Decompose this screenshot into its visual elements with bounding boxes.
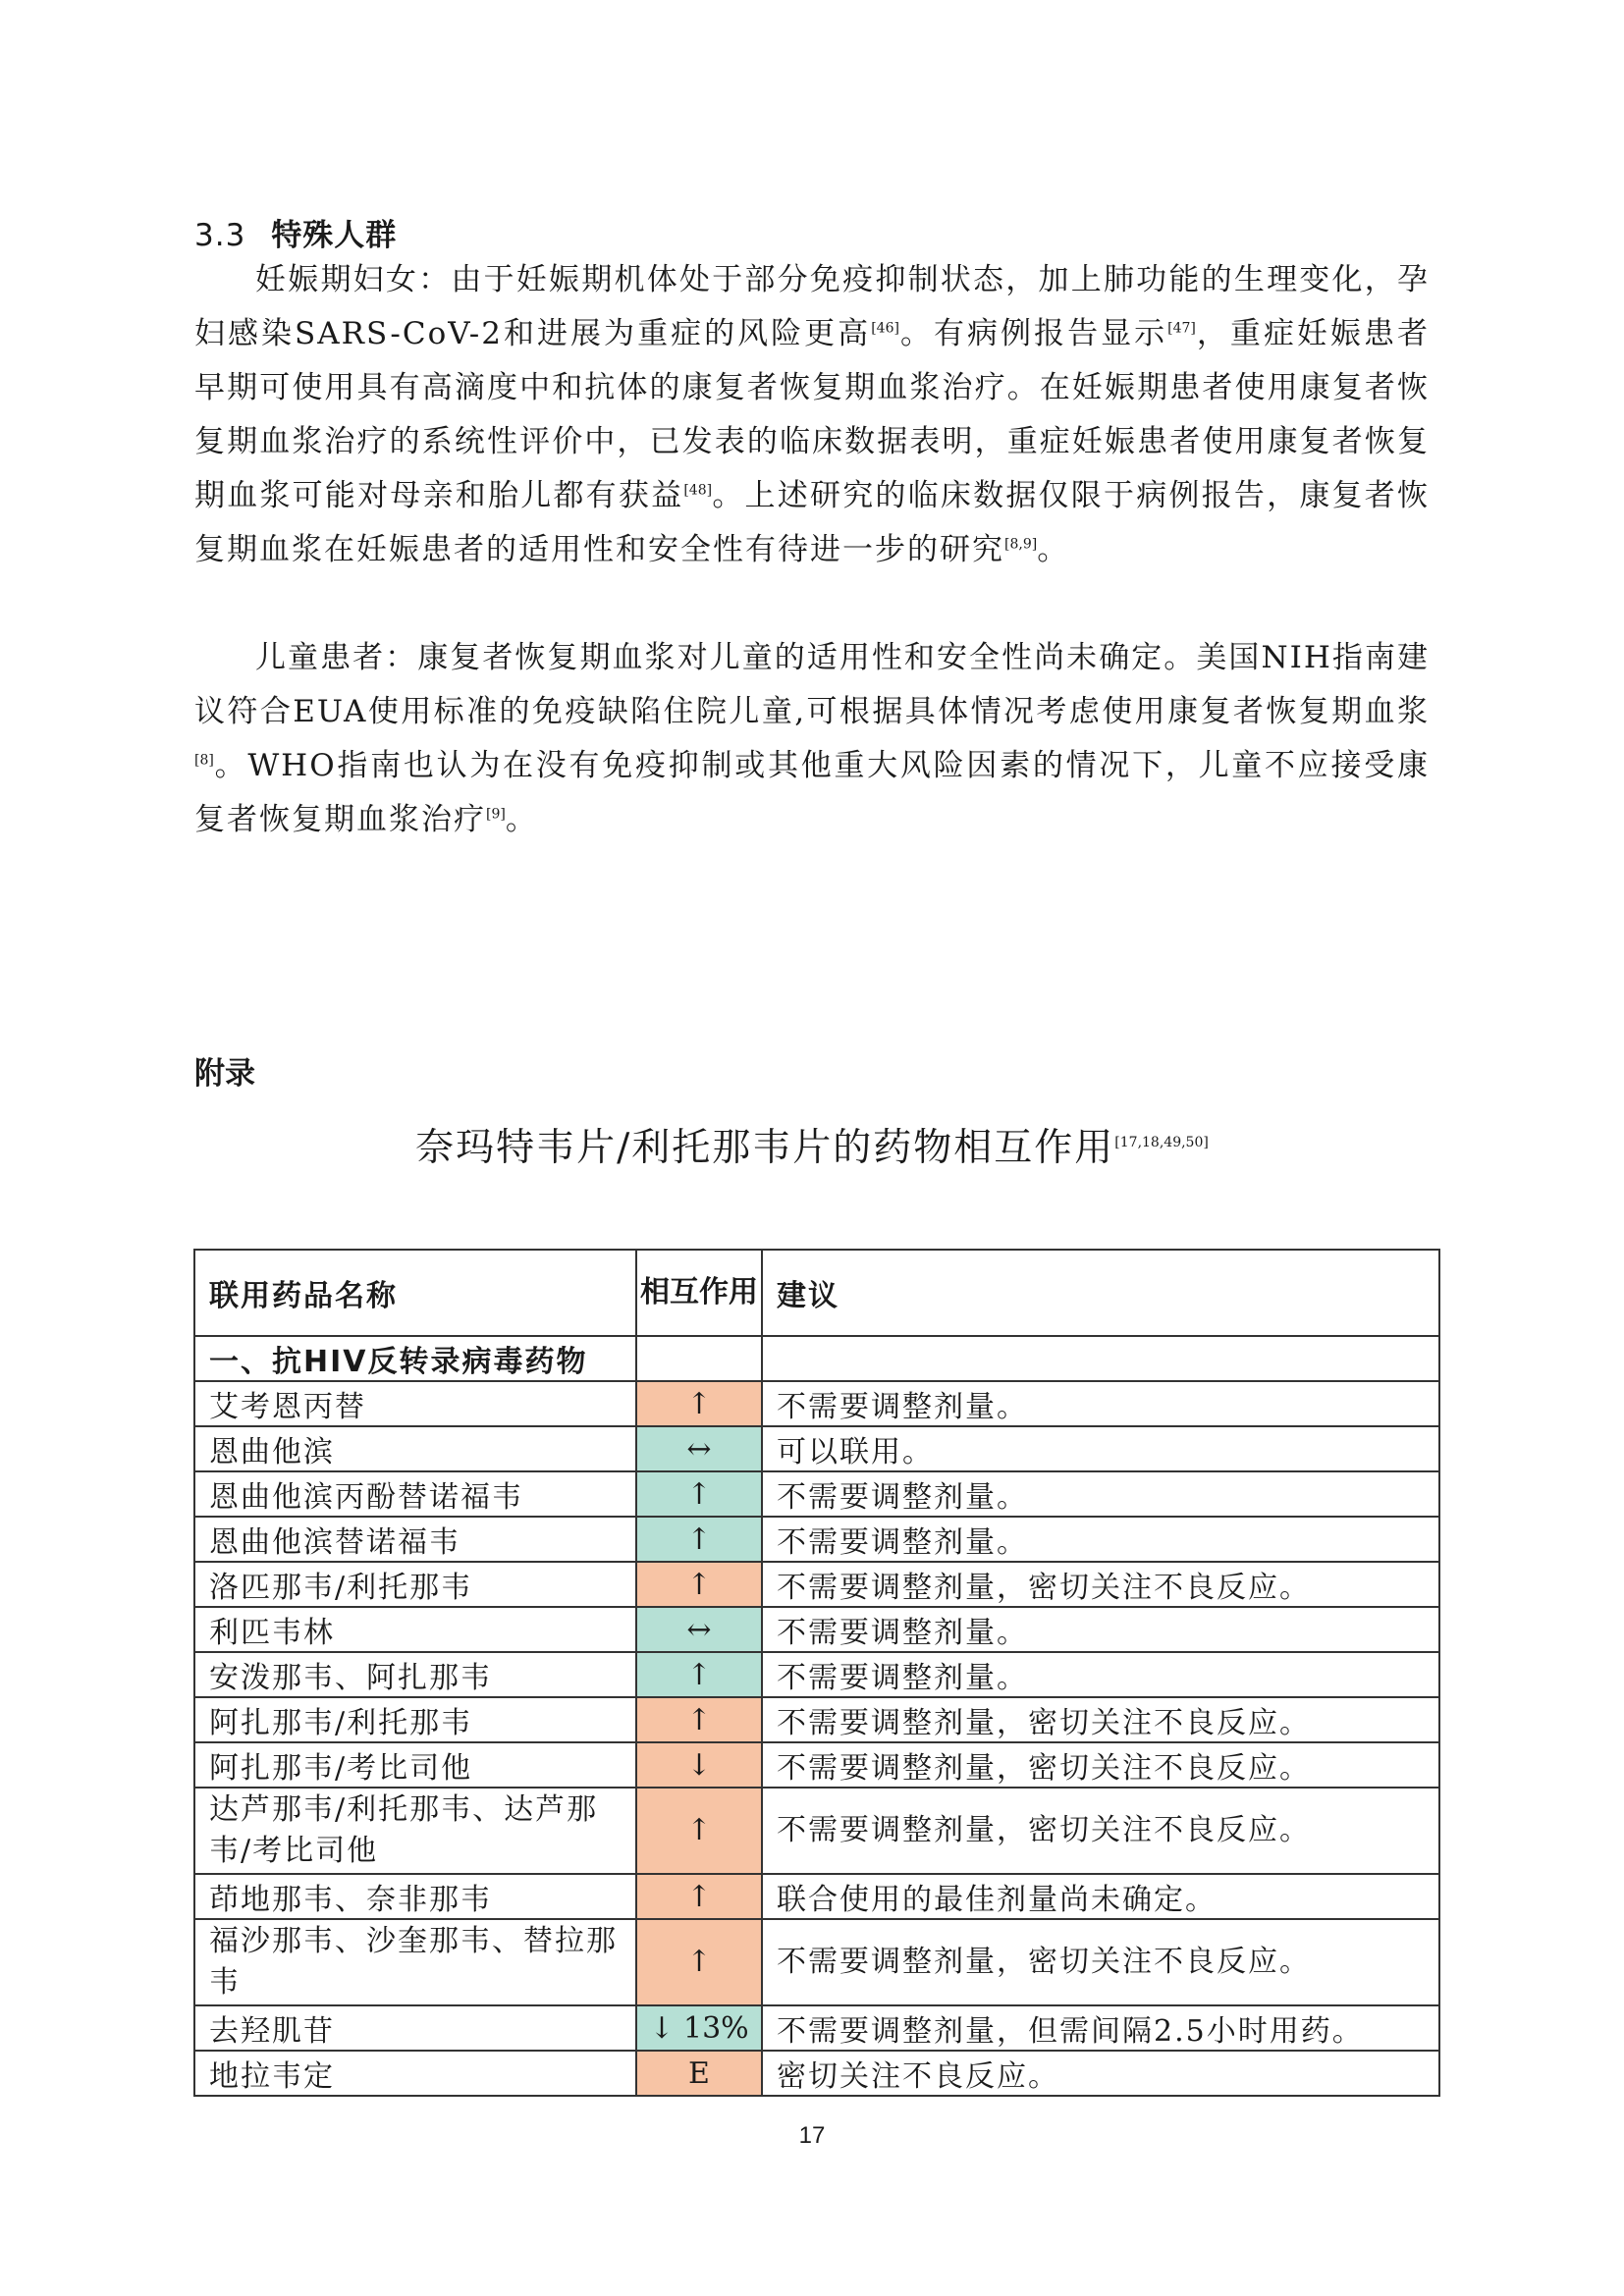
- table-row: [194, 1607, 1439, 1652]
- drug-name-cell: 利匹韦林: [194, 1607, 636, 1652]
- group-interaction-empty: [636, 1336, 762, 1381]
- citation-ref: [46]: [871, 320, 899, 337]
- interaction-cell: ↑: [636, 1874, 762, 1919]
- advice-cell: 可以联用。: [762, 1426, 1439, 1471]
- drug-name-cell: 阿扎那韦/考比司他: [194, 1742, 636, 1788]
- citation-ref: [8]: [194, 752, 214, 769]
- paragraph-text: 。WHO指南也认为在没有免疫抑制或其他重大风险因素的情况下，儿童不应接受康复者恢复期血浆治疗: [194, 748, 1430, 837]
- table-row: [194, 1517, 1439, 1562]
- interaction-cell: ↑: [636, 1919, 762, 2005]
- interaction-cell: ↑: [636, 1381, 762, 1426]
- citation-ref: [8,9]: [1004, 536, 1038, 553]
- paragraph-text: 。: [1037, 532, 1070, 567]
- group-title: 一、抗HIV反转录病毒药物: [194, 1336, 636, 1381]
- paragraph-text: 。有病例报告显示: [898, 316, 1168, 351]
- drug-name-cell: 达芦那韦/利托那韦、达芦那韦/考比司他: [194, 1788, 636, 1874]
- interaction-cell: E: [636, 2051, 762, 2096]
- drug-name-cell: 安泼那韦、阿扎那韦: [194, 1652, 636, 1697]
- table-row: [194, 1652, 1439, 1697]
- citation-ref: [47]: [1167, 320, 1196, 337]
- drug-name-cell: 地拉韦定: [194, 2051, 636, 2096]
- section-number: 3.3: [194, 218, 246, 253]
- table-row: [194, 1919, 1439, 2005]
- paragraph-text: 儿童患者：康复者恢复期血浆对儿童的适用性和安全性尚未确定。美国NIH指南建议符合EUA使用标准的免疫缺陷住院儿童,可根据具体情况考虑使用康复者恢复期血浆: [194, 640, 1430, 729]
- advice-cell: 不需要调整剂量。: [762, 1517, 1439, 1562]
- table-row: [194, 1562, 1439, 1607]
- paragraph-text: 。上述研究的临床数据仅限于病例报告，康复者恢复期血浆在妊娠患者的适用性和安全性有待进一步的研究: [194, 478, 1430, 567]
- citation-ref: [9]: [486, 806, 506, 823]
- advice-cell: 不需要调整剂量。: [762, 1607, 1439, 1652]
- table-row: [194, 1426, 1439, 1471]
- table-row: [194, 2005, 1439, 2051]
- interaction-cell: ↔: [636, 1426, 762, 1471]
- interaction-cell: ↓ 13%: [636, 2005, 762, 2051]
- appendix-title: [0, 1117, 1624, 1172]
- header-drug-name: 联用药品名称: [194, 1250, 636, 1336]
- advice-cell: 不需要调整剂量，密切关注不良反应。: [762, 1919, 1439, 2005]
- interaction-cell: ↑: [636, 1562, 762, 1607]
- interaction-cell: ↑: [636, 1788, 762, 1874]
- interaction-cell: ↑: [636, 1697, 762, 1742]
- group-advice-empty: [762, 1336, 1439, 1381]
- paragraph-text: 。: [505, 802, 538, 837]
- drug-name-cell: 阿扎那韦/利托那韦: [194, 1697, 636, 1742]
- appendix-title-text: 奈玛特韦片/利托那韦片的药物相互作用: [415, 1126, 1115, 1170]
- advice-cell: 不需要调整剂量，但需间隔2.5小时用药。: [762, 2005, 1439, 2051]
- advice-cell: 密切关注不良反应。: [762, 2051, 1439, 2096]
- interaction-cell: ↑: [636, 1652, 762, 1697]
- section-title: 特殊人群: [271, 218, 398, 253]
- header-advice: 建议: [762, 1250, 1439, 1336]
- table-group-row: [194, 1336, 1439, 1381]
- table-row: [194, 2051, 1439, 2096]
- interaction-cell: ↓: [636, 1742, 762, 1788]
- advice-cell: 不需要调整剂量，密切关注不良反应。: [762, 1697, 1439, 1742]
- advice-cell: 不需要调整剂量。: [762, 1652, 1439, 1697]
- header-interaction: 相互作用: [636, 1250, 762, 1336]
- table-row: [194, 1471, 1439, 1517]
- page-number: 17: [798, 2122, 826, 2149]
- advice-cell: 不需要调整剂量。: [762, 1471, 1439, 1517]
- table-row: [194, 1788, 1439, 1874]
- section-heading: [194, 210, 397, 254]
- drug-name-cell: 去羟肌苷: [194, 2005, 636, 2051]
- drug-name-cell: 福沙那韦、沙奎那韦、替拉那韦: [194, 1919, 636, 2005]
- drug-interaction-table: [193, 1249, 1440, 2097]
- advice-cell: 联合使用的最佳剂量尚未确定。: [762, 1874, 1439, 1919]
- paragraph-text: ，重症妊娠患者早期可使用具有高滴度中和抗体的康复者恢复期血浆治疗。在妊娠期患者使用康复者恢复期血浆治疗的系统性评价中，已发表的临床数据表明，重症妊娠患者使用康复者恢复期血浆可能对母亲和胎儿都有获益: [194, 316, 1431, 513]
- paragraph-text: 妊娠期妇女：由于妊娠期机体处于部分免疫抑制状态，加上肺功能的生理变化，孕妇感染SARS-CoV-2和进展为重症的风险更高: [194, 262, 1430, 351]
- drug-name-cell: 洛匹那韦/利托那韦: [194, 1562, 636, 1607]
- advice-cell: 不需要调整剂量，密切关注不良反应。: [762, 1742, 1439, 1788]
- advice-cell: 不需要调整剂量。: [762, 1381, 1439, 1426]
- table-row: [194, 1742, 1439, 1788]
- paragraph-pregnant-women: [194, 253, 1430, 577]
- drug-name-cell: 茚地那韦、奈非那韦: [194, 1874, 636, 1919]
- table-row: [194, 1697, 1439, 1742]
- table-row: [194, 1381, 1439, 1426]
- citation-ref: [48]: [683, 482, 713, 499]
- interaction-cell: ↑: [636, 1517, 762, 1562]
- table-header-row: [194, 1250, 1439, 1336]
- drug-name-cell: 恩曲他滨丙酚替诺福韦: [194, 1471, 636, 1517]
- interaction-cell: ↑: [636, 1471, 762, 1517]
- table-row: [194, 1874, 1439, 1919]
- advice-cell: 不需要调整剂量，密切关注不良反应。: [762, 1788, 1439, 1874]
- drug-name-cell: 恩曲他滨: [194, 1426, 636, 1471]
- advice-cell: 不需要调整剂量，密切关注不良反应。: [762, 1562, 1439, 1607]
- appendix-label: 附录: [194, 1056, 255, 1092]
- appendix-title-citation: [17,18,49,50]: [1114, 1135, 1209, 1150]
- interaction-cell: ↔: [636, 1607, 762, 1652]
- drug-name-cell: 恩曲他滨替诺福韦: [194, 1517, 636, 1562]
- drug-name-cell: 艾考恩丙替: [194, 1381, 636, 1426]
- paragraph-children: [194, 631, 1430, 847]
